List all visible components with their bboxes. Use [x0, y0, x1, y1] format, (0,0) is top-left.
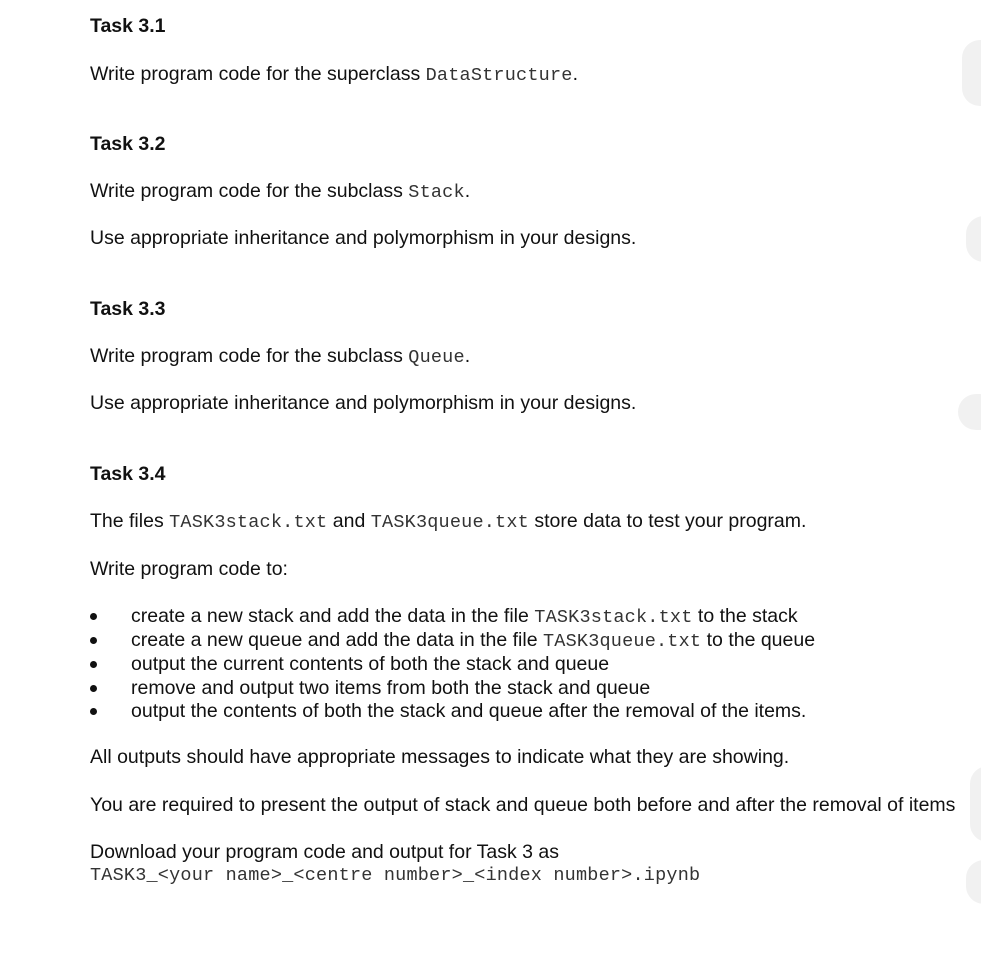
task-3-4-files-line — [90, 509, 806, 535]
edge-mark — [966, 860, 981, 904]
punctuation: . — [572, 63, 578, 85]
instruction-text: Write program code for the subclass — [90, 345, 409, 367]
list-item-text — [131, 628, 815, 654]
instruction-text: Write program code for the subclass — [90, 180, 409, 202]
task-3-2-heading: Task 3.2 — [90, 133, 166, 155]
files-text: store data to test your program. — [528, 510, 807, 532]
file-name-code: TASK3stack.txt — [534, 607, 693, 628]
bullet-icon — [90, 637, 97, 644]
download-filename: TASK3_<your name>_<centre number>_<index number>.ipynb — [90, 865, 701, 886]
task-3-3-instruction — [90, 344, 470, 370]
bullet-icon — [90, 661, 97, 668]
list-item-text: output the contents of both the stack and queue after the removal of the items. — [131, 700, 807, 722]
list-item-text: output the current contents of both the stack and queue — [131, 653, 610, 675]
list-item-label: create a new stack and add the data in the file — [131, 605, 535, 627]
task-3-2-note: Use appropriate inheritance and polymorphism in your designs. — [90, 227, 637, 249]
bullet-icon — [90, 685, 97, 692]
task-3-1-instruction — [90, 62, 578, 88]
queue-file-code: TASK3queue.txt — [370, 512, 529, 533]
edge-mark — [966, 216, 981, 262]
task-3-2-instruction — [90, 179, 470, 205]
punctuation: . — [464, 345, 471, 367]
bullet-icon — [90, 708, 97, 715]
bullet-icon — [90, 613, 97, 620]
class-name-code: Stack — [408, 182, 465, 203]
list-item-text: remove and output two items from both the stack and queue — [131, 677, 651, 699]
instruction-text: Write program code for the superclass — [90, 63, 426, 85]
class-name-code: DataStructure — [425, 65, 573, 86]
task-3-1-heading: Task 3.1 — [90, 15, 166, 37]
list-item-label: create a new queue and add the data in the file — [131, 629, 543, 651]
task-3-4-heading: Task 3.4 — [90, 463, 166, 485]
files-text: and — [327, 510, 371, 532]
stack-file-code: TASK3stack.txt — [169, 512, 328, 533]
punctuation: . — [464, 180, 471, 202]
task-3-3-heading: Task 3.3 — [90, 298, 166, 320]
list-item-text — [131, 604, 798, 630]
required-note: You are required to present the output of stack and queue both before and after the removal of items — [90, 794, 956, 816]
class-name-code: Queue — [408, 347, 465, 368]
outputs-note: All outputs should have appropriate messages to indicate what they are showing. — [90, 746, 790, 768]
write-intro: Write program code to: — [90, 558, 288, 580]
edge-mark — [962, 40, 981, 106]
files-text: The files — [90, 510, 170, 532]
edge-mark — [958, 394, 981, 430]
file-name-code: TASK3queue.txt — [542, 631, 702, 652]
list-item-label: to the queue — [701, 629, 816, 651]
list-item-label: to the stack — [692, 605, 798, 627]
task-3-3-note: Use appropriate inheritance and polymorphism in your designs. — [90, 392, 637, 414]
download-instruction: Download your program code and output for Task 3 as — [90, 841, 559, 863]
